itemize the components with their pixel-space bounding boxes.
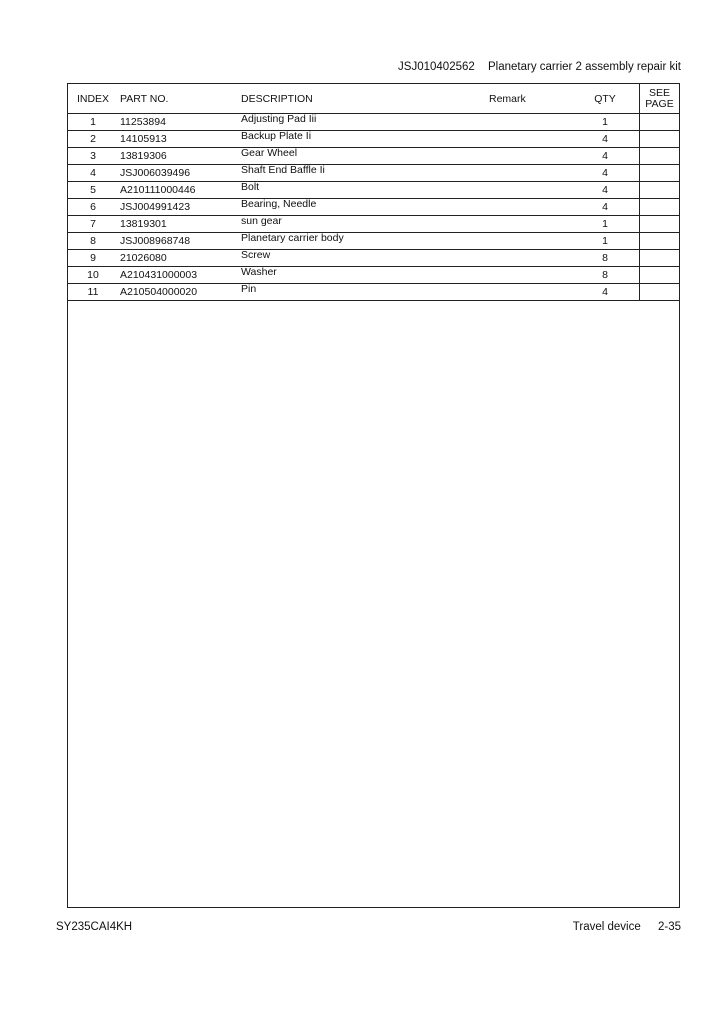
cell-see-page [640,148,680,165]
col-description-header: DESCRIPTION [239,84,489,114]
cell-description [239,250,489,267]
cell-see-page [640,114,680,131]
cell-index: 2 [68,131,118,148]
cell-description [239,131,489,148]
parts-table [68,84,679,301]
footer-page-info [573,921,681,933]
table-row [68,131,679,148]
cell-qty: 1 [571,216,640,233]
see-page-line1: SEE [648,86,670,99]
cell-part-no: 21026080 [118,250,239,267]
cell-qty: 4 [571,131,640,148]
table-row [68,233,679,250]
cell-remark [489,284,571,301]
cell-remark [489,131,571,148]
cell-qty: 4 [571,148,640,165]
cell-description [239,182,489,199]
cell-description [239,199,489,216]
description-text: Shaft End Baffle Ii [241,164,325,176]
cell-remark [489,148,571,165]
cell-part-no: JSJ008968748 [118,233,239,250]
cell-qty: 4 [571,165,640,182]
table-header-row [68,84,679,114]
cell-see-page [640,233,680,250]
description-text: Bearing, Needle [241,198,317,210]
cell-description [239,114,489,131]
cell-see-page [640,182,680,199]
cell-description [239,233,489,250]
cell-qty: 4 [571,284,640,301]
col-part-no-header: PART NO. [118,84,239,114]
cell-part-no: A210431000003 [118,267,239,284]
cell-remark [489,233,571,250]
description-text: Gear Wheel [241,147,298,159]
cell-part-no: 13819306 [118,148,239,165]
cell-see-page [640,199,680,216]
cell-see-page [640,216,680,233]
cell-index: 3 [68,148,118,165]
cell-remark [489,114,571,131]
kit-title: Planetary carrier 2 assembly repair kit [487,61,681,73]
table-row [68,267,679,284]
table-row [68,284,679,301]
table-row [68,114,679,131]
cell-description [239,216,489,233]
col-remark-header: Remark [489,84,571,114]
parts-table-frame [67,83,680,908]
cell-part-no: JSJ004991423 [118,199,239,216]
description-text: Washer [241,266,277,278]
cell-index: 10 [68,267,118,284]
cell-remark [489,199,571,216]
cell-part-no: 13819301 [118,216,239,233]
cell-description [239,284,489,301]
footer-model: SY235CAI4KH [56,921,133,933]
footer-section: Travel device [572,921,641,933]
col-index-header: INDEX [68,84,118,114]
cell-index: 1 [68,114,118,131]
table-row [68,165,679,182]
cell-description [239,165,489,182]
table-row [68,199,679,216]
cell-remark [489,165,571,182]
cell-see-page [640,250,680,267]
cell-remark [489,182,571,199]
footer-page-number: 2-35 [657,921,681,933]
cell-see-page [640,267,680,284]
description-text: Bolt [241,181,260,193]
cell-index: 11 [68,284,118,301]
cell-index: 9 [68,250,118,267]
cell-index: 8 [68,233,118,250]
cell-index: 4 [68,165,118,182]
cell-description [239,148,489,165]
table-row [68,148,679,165]
cell-description [239,267,489,284]
table-row [68,182,679,199]
see-page-line2: PAGE [645,97,674,110]
cell-remark [489,216,571,233]
kit-code: JSJ010402562 [398,61,475,73]
cell-see-page [640,284,680,301]
cell-qty: 4 [571,199,640,216]
cell-part-no: 14105913 [118,131,239,148]
description-text: Adjusting Pad Iii [241,113,317,125]
cell-qty: 1 [571,114,640,131]
col-see-page-header [640,84,680,114]
table-row [68,250,679,267]
page-header [398,61,681,73]
cell-qty: 8 [571,250,640,267]
cell-qty: 4 [571,182,640,199]
description-text: Screw [241,249,271,261]
cell-remark [489,250,571,267]
cell-see-page [640,131,680,148]
cell-index: 5 [68,182,118,199]
cell-part-no: A210111000446 [118,182,239,199]
cell-remark [489,267,571,284]
cell-index: 6 [68,199,118,216]
cell-part-no: 11253894 [118,114,239,131]
cell-part-no: JSJ006039496 [118,165,239,182]
cell-qty: 1 [571,233,640,250]
description-text: Pin [241,283,257,295]
table-row [68,216,679,233]
description-text: Planetary carrier body [241,232,344,244]
col-qty-header: QTY [571,84,640,114]
description-text: Backup Plate Ii [241,130,312,142]
table-body [68,114,679,301]
cell-see-page [640,165,680,182]
description-text: sun gear [241,215,282,227]
cell-part-no: A210504000020 [118,284,239,301]
cell-qty: 8 [571,267,640,284]
cell-index: 7 [68,216,118,233]
